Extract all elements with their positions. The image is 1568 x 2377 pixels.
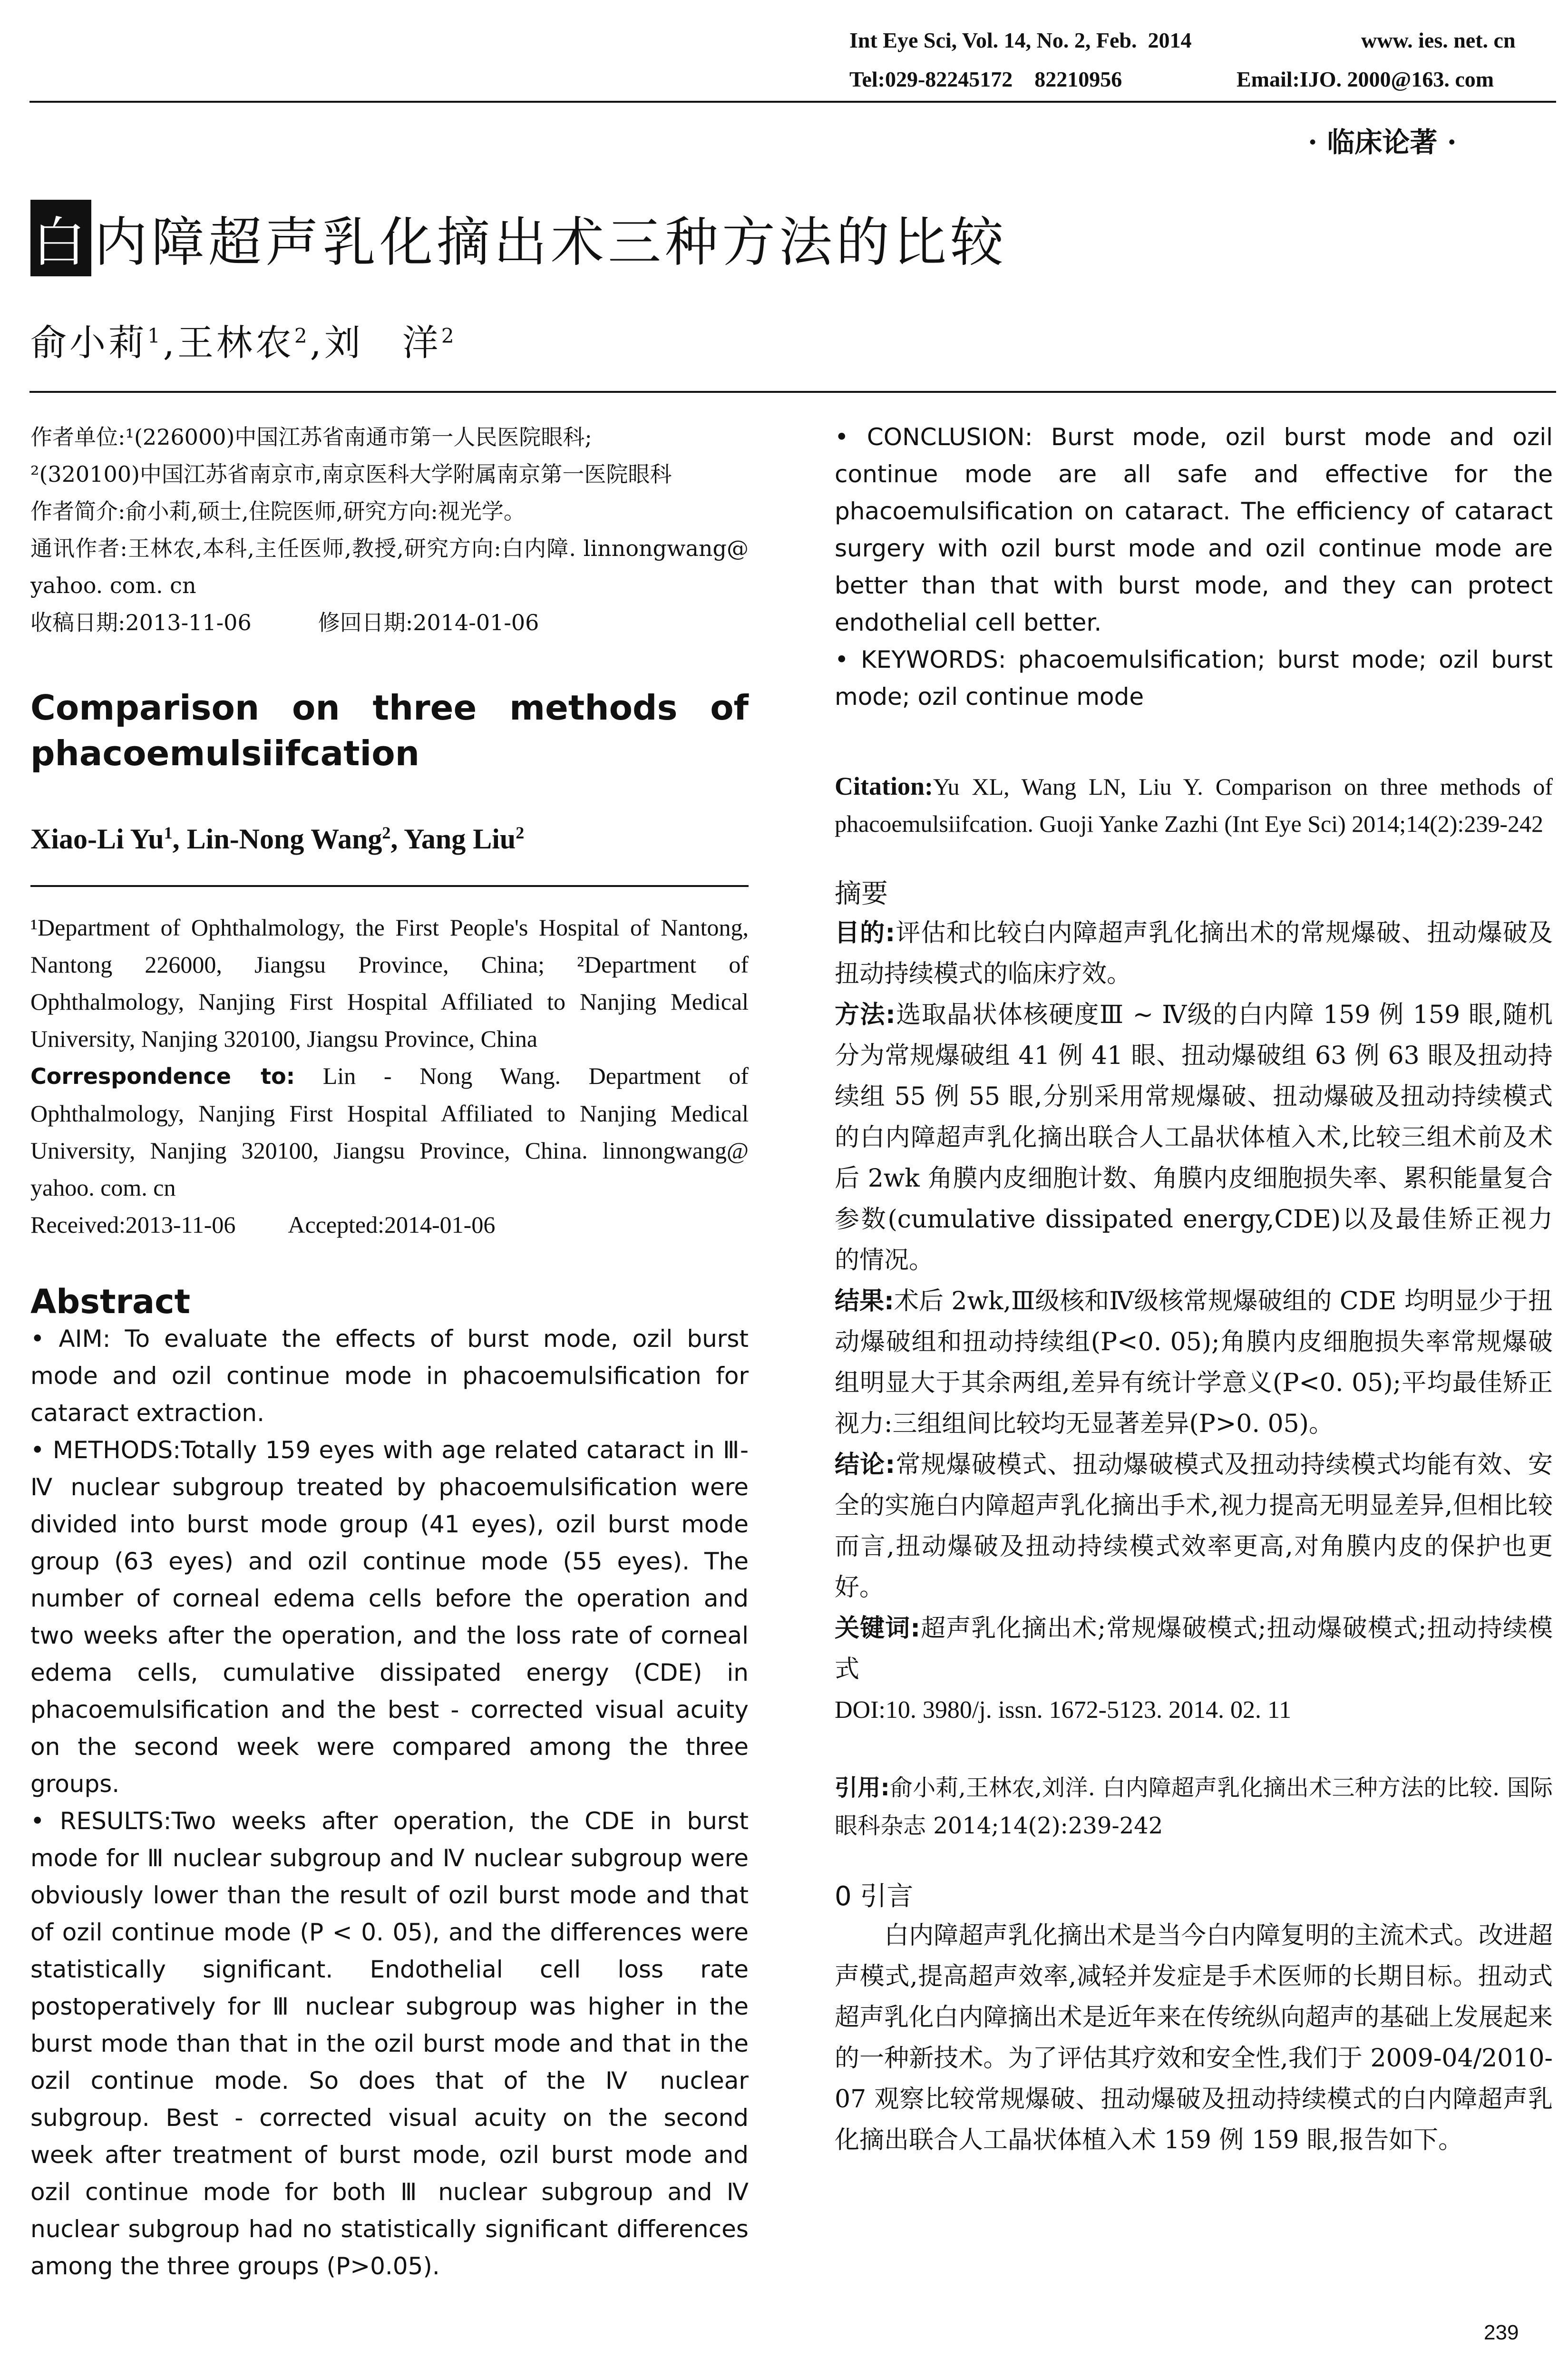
- abstract-conclusion: • CONCLUSION: Burst mode, ozil burst mode and ozil continue mode are all safe and effective for the phacoemulsification on cataract. The efficiency of cataract surgery with ozil burst mode and ozil continue mode are better than that with burst mode, and they can protect endothelial cell better.: [835, 423, 1553, 636]
- page-title: [30, 200, 1007, 276]
- page-number: 239: [1484, 2321, 1519, 2344]
- abstract-results: • RESULTS:Two weeks after operation, the CDE in burst mode for Ⅲ nuclear subgroup and Ⅳ nuclear subgroup were obviously lower than the result of ozil burst mode and that of ozil continue mode (P < 0. 05), and the differences were statistically significant. Endothelial cell loss rate postoperatively for Ⅲ nuclear subgroup was higher in the burst mode than that in the ozil burst mode and that in the ozil continue mode. So does that of the Ⅳ nuclear subgroup. Best - corrected visual acuity on the second week after treatment of burst mode, ozil burst mode and ozil continue mode for both Ⅲ nuclear subgroup and Ⅳ nuclear subgroup had no statistically significant differences among the three groups (P>0.05).: [30, 1807, 749, 2280]
- revised-cn: 修回日期:2014-01-06: [318, 610, 539, 635]
- zh-aim-label: 目的:: [835, 919, 896, 947]
- zh-keywords-label: 关键词:: [835, 1614, 921, 1643]
- zh-keywords-text: 超声乳化摘出术;常规爆破模式;扭动爆破模式;扭动持续模式: [835, 1614, 1553, 1684]
- title-text: 内障超声乳化摘出术三种方法的比较: [94, 212, 1007, 273]
- title-first-char: 白: [30, 200, 91, 276]
- journal-info: Int Eye Sci, Vol. 14, No. 2, Feb. 2014: [849, 28, 1192, 52]
- journal-tel: Tel:029-82245172 82210956: [849, 67, 1122, 91]
- abstract-methods: • METHODS:Totally 159 eyes with age related cataract in Ⅲ-Ⅳ nuclear subgroup treated by phacoemulsification were divided into burst mode group (41 eyes), ozil burst mode group (63 eyes) and ozil continue mode (55 eyes). The number of corneal edema cells before the operation and two weeks after the operation, and the loss rate of corneal edema cells, cumulative dissipated energy (CDE) in phacoemulsification and the best - corrected visual acuity on the second week were compared among the three groups.: [30, 1436, 749, 1798]
- citation-en: [835, 768, 1553, 842]
- author-3-sup: 2: [441, 324, 457, 348]
- dates-cn: [30, 604, 749, 641]
- author-bio: 作者简介:俞小莉,硕士,住院医师,研究方向:视光学。: [30, 498, 526, 524]
- zh-conclusion-label: 结论:: [835, 1451, 896, 1479]
- abstract-keywords: • KEYWORDS: phacoemulsification; burst mode; ozil burst mode; ozil continue mode: [835, 646, 1553, 711]
- correspondence-label: Correspondence to:: [30, 1063, 295, 1089]
- correspondence-cn: 通讯作者:王林农,本科,主任医师,教授,研究方向:白内障. linnongwang@ yahoo. com. cn: [30, 536, 749, 598]
- title-rule: [29, 391, 1556, 393]
- author-2-sup: 2: [294, 324, 310, 348]
- citation-label: Citation:: [835, 772, 933, 800]
- en-author-1-sup: 1: [164, 823, 173, 842]
- en-author-2: Lin-Nong Wang: [186, 823, 382, 855]
- header-rule: [29, 101, 1556, 103]
- author-sep-2: ,: [310, 321, 324, 364]
- author-1-sup: 1: [147, 324, 163, 348]
- author-1: 俞小莉: [30, 321, 147, 364]
- affiliation-en: ¹Department of Ophthalmology, the First People's Hospital of Nantong, Nantong 226000, Jiangsu Province, China; ²Department of Ophthalmology, Nanjing First Hospital Affiliated to Nanjing Medical University, Nanjing 320100, Jiangsu Province, China: [30, 914, 749, 1052]
- journal-website: www. ies. net. cn: [1361, 28, 1516, 52]
- received-en: Received:2013-11-06: [30, 1211, 236, 1238]
- authors-en: Xiao-Li Yu$^1$, Lin-Nong Wang$^2$, Yang Liu$^2$: [30, 823, 525, 855]
- dates-en: [30, 1206, 749, 1243]
- author-3: 刘 洋: [324, 321, 441, 364]
- author-2: 王林农: [177, 321, 294, 364]
- authors-rule: [30, 885, 749, 887]
- abstract-heading: Abstract: [30, 1282, 191, 1321]
- en-author-1: Xiao-Li Yu: [30, 823, 164, 855]
- zh-citation: [835, 1769, 1553, 1845]
- zh-methods: [835, 994, 1553, 1281]
- en-author-3-sup: 2: [516, 823, 525, 842]
- journal-email: Email:IJO. 2000@163. com: [1237, 67, 1494, 91]
- zh-citation-text: 俞小莉,王林农,刘洋. 白内障超声乳化摘出术三种方法的比较. 国际眼科杂志 2014;14(2):239-242: [835, 1774, 1553, 1839]
- authors-cn: [30, 314, 457, 366]
- intro-paragraph: 白内障超声乳化摘出术是当今白内障复明的主流术式。改进超声模式,提高超声效率,减轻并发症是手术医师的长期目标。扭动式超声乳化白内障摘出术是近年来在传统纵向超声的基础上发展起来的一种新技术。为了评估其疗效和安全性,我们于 2009-04/2010-07 观察比较常规爆破、扭动爆破及扭动持续模式的白内障超声乳化摘出联合人工晶状体植入术 159 例 159 眼,报告如下。: [835, 1921, 1553, 2154]
- affiliation-cn-2: ²(320100)中国江苏省南京市,南京医科大学附属南京第一医院眼科: [30, 461, 672, 487]
- author-sep-1: ,: [163, 321, 177, 364]
- right-column: [835, 419, 1553, 2161]
- accepted-en: Accepted:2014-01-06: [288, 1211, 496, 1238]
- received-cn: 收稿日期:2013-11-06: [30, 610, 252, 635]
- english-title: Comparison on three methods of phacoemulsiifcation: [30, 688, 749, 773]
- zh-citation-label: 引用:: [835, 1774, 890, 1801]
- left-column: [30, 419, 749, 2285]
- zh-methods-text: 选取晶状体核硬度Ⅲ ~ Ⅳ级的白内障 159 例 159 眼,随机分为常规爆破组 41 例 41 眼、扭动爆破组 63 例 63 眼及扭动持续组 55 例 55 眼,分别采用常规爆破、扭动爆破及扭动持续模式的白内障超声乳化摘出联合人工晶状体植入术,比较三组术前及术后 2wk 角膜内皮细胞计数、角膜内皮细胞损失率、累积能量复合参数(cumulative dissipated energy,CDE)以及最佳矫正视力的情况。: [835, 1001, 1553, 1275]
- correspondence-en: [30, 1057, 749, 1206]
- zh-results: [835, 1281, 1553, 1444]
- zh-aim-text: 评估和比较白内障超声乳化摘出术的常规爆破、扭动爆破及扭动持续模式的临床疗效。: [835, 919, 1553, 988]
- zh-aim: [835, 913, 1553, 994]
- citation-text: Yu XL, Wang LN, Liu Y. Comparison on three methods of phacoemulsiifcation. Guoji Yanke Zazhi (Int Eye Sci) 2014;14(2):239-242: [835, 773, 1553, 837]
- zh-results-label: 结果:: [835, 1287, 894, 1315]
- affiliation-cn-1: 作者单位:¹(226000)中国江苏省南通市第一人民医院眼科;: [30, 424, 592, 450]
- en-author-3: Yang Liu: [404, 823, 516, 855]
- correspondence-text: Lin - Nong Wang. Department of Ophthalmology, Nanjing First Hospital Affiliated to Nanjing Medical University, Nanjing 320100, Jiangsu Province, China. linnongwang@ yahoo. com. cn: [30, 1062, 749, 1201]
- zh-conclusion-text: 常规爆破模式、扭动爆破模式及扭动持续模式均能有效、安全的实施白内障超声乳化摘出手术,视力提高无明显差异,但相比较而言,扭动爆破及扭动持续模式效率更高,对角膜内皮的保护也更好。: [835, 1451, 1553, 1602]
- zh-methods-label: 方法:: [835, 1001, 896, 1029]
- zh-results-text: 术后 2wk,Ⅲ级核和Ⅳ级核常规爆破组的 CDE 均明显少于扭动爆破组和扭动持续组(P<0. 05);角膜内皮细胞损失率常规爆破组明显大于其余两组,差异有统计学意义(P<0. 05);平均最佳矫正视力:三组组间比较均无显著差异(P>0. 05)。: [835, 1287, 1553, 1438]
- zh-conclusion: [835, 1444, 1553, 1608]
- zh-abstract-heading: 摘要: [835, 878, 888, 909]
- zh-keywords: [835, 1608, 1553, 1690]
- section-tag: · 临床论著 ·: [1308, 126, 1457, 158]
- abstract-aim: • AIM: To evaluate the effects of burst mode, ozil burst mode and ozil continue mode in phacoemulsification for cataract extraction.: [30, 1325, 749, 1427]
- en-author-2-sup: 2: [382, 823, 391, 842]
- doi[interactable]: DOI:10. 3980/j. issn. 1672-5123. 2014. 02. 11: [835, 1696, 1292, 1724]
- intro-heading: 0 引言: [835, 1881, 914, 1912]
